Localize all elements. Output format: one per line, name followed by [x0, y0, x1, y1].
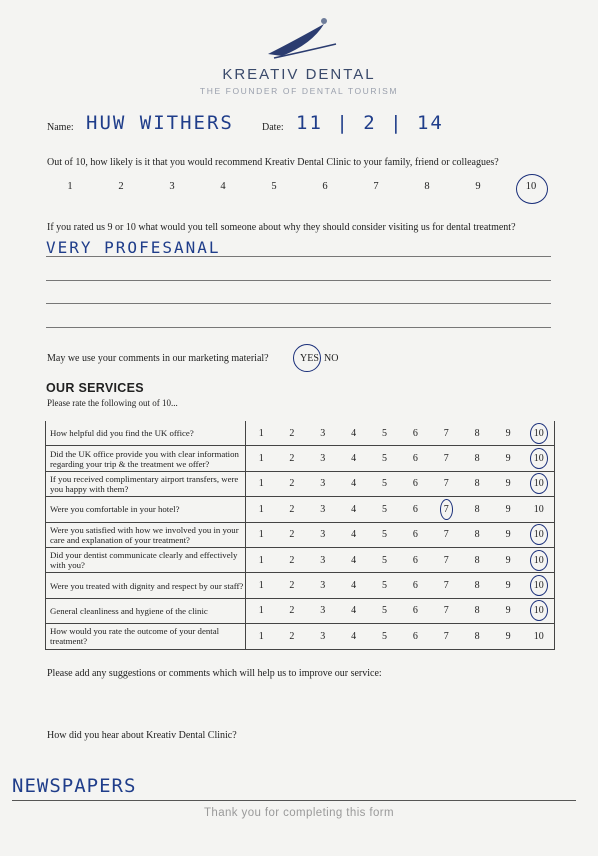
service-question: Did your dentist communicate clearly and effectively with you? — [46, 547, 246, 572]
rating-number: 3 — [320, 503, 326, 515]
rating-number: 9 — [505, 453, 511, 465]
service-rating-option[interactable] — [400, 547, 431, 572]
service-rating-option[interactable] — [524, 547, 555, 572]
service-rating-option[interactable] — [400, 471, 431, 496]
recommend-option[interactable]: 1 — [67, 181, 73, 192]
rating-number: 7 — [443, 478, 449, 490]
rating-number: 4 — [351, 503, 357, 515]
service-rating-option[interactable] — [246, 522, 277, 547]
rating-number: 3 — [320, 478, 326, 490]
service-rating-option[interactable] — [338, 598, 369, 623]
recommend-option[interactable]: 9 — [475, 181, 481, 192]
rating-number: 5 — [382, 529, 387, 541]
service-rating-option[interactable] — [246, 573, 277, 598]
service-rating-option[interactable] — [246, 471, 277, 496]
service-rating-row — [46, 624, 555, 649]
service-rating-option[interactable] — [493, 497, 524, 522]
name-label: Name: — [47, 122, 74, 133]
rating-number: 6 — [412, 427, 418, 439]
service-rating-option[interactable] — [524, 624, 555, 649]
service-rating-option[interactable] — [524, 573, 555, 598]
date-value[interactable]: 11 | 2 | 14 — [296, 112, 444, 134]
date-label: Date: — [262, 122, 284, 133]
recommend-selected-circle — [516, 174, 548, 204]
service-rating-option[interactable] — [524, 497, 555, 522]
service-question: Were you satisfied with how we involved you in your care and explanation of your treatment? — [46, 522, 246, 547]
rating-number: 9 — [505, 529, 511, 541]
rating-number: 9 — [505, 478, 511, 490]
service-rating-option[interactable] — [400, 573, 431, 598]
recommend-option[interactable]: 10 — [525, 181, 537, 192]
selected-rating: 10 — [530, 473, 548, 494]
service-question: General cleanliness and hygiene of the clinic — [46, 598, 246, 623]
rating-number: 1 — [258, 630, 264, 642]
service-rating-option[interactable] — [493, 547, 524, 572]
service-rating-option[interactable] — [462, 471, 493, 496]
service-rating-option[interactable] — [431, 624, 462, 649]
service-rating-option[interactable] — [431, 522, 462, 547]
rating-number: 8 — [474, 605, 480, 617]
rating-number: 3 — [320, 580, 326, 592]
service-rating-option[interactable] — [369, 471, 400, 496]
service-rating-option[interactable] — [276, 573, 307, 598]
service-rating-option[interactable] — [369, 421, 400, 446]
service-rating-option[interactable] — [431, 446, 462, 471]
rating-number: 6 — [412, 630, 418, 642]
rating-number: 8 — [474, 580, 480, 592]
service-rating-row — [46, 446, 555, 471]
rating-number: 2 — [289, 605, 295, 617]
service-rating-row — [46, 598, 555, 623]
rating-number: 5 — [382, 427, 387, 439]
rating-number: 1 — [258, 580, 264, 592]
rating-number: 6 — [412, 580, 418, 592]
rating-number: 8 — [474, 529, 480, 541]
service-rating-option[interactable] — [246, 446, 277, 471]
name-value[interactable]: HUW WITHERS — [86, 112, 234, 134]
recommend-option[interactable]: 4 — [220, 181, 226, 192]
service-rating-option[interactable] — [307, 547, 338, 572]
rating-number: 7 — [443, 605, 449, 617]
service-rating-option[interactable] — [276, 497, 307, 522]
rating-number: 9 — [505, 605, 511, 617]
recommend-option[interactable]: 5 — [271, 181, 277, 192]
service-rating-option[interactable] — [524, 471, 555, 496]
service-rating-option[interactable] — [369, 573, 400, 598]
service-rating-option[interactable] — [307, 446, 338, 471]
service-rating-option[interactable] — [400, 421, 431, 446]
service-rating-option[interactable] — [246, 624, 277, 649]
service-rating-option[interactable] — [462, 421, 493, 446]
services-subtitle: Please rate the following out of 10... — [47, 398, 178, 408]
service-question: Were you treated with dignity and respect by our staff? — [46, 573, 246, 598]
rating-number: 9 — [505, 580, 511, 592]
service-rating-option[interactable] — [307, 598, 338, 623]
service-rating-option[interactable] — [369, 624, 400, 649]
service-rating-option[interactable] — [462, 573, 493, 598]
marketing-question: May we use your comments in our marketing material? — [47, 353, 269, 364]
rating-number: 6 — [412, 503, 418, 515]
rating-number: 3 — [320, 453, 326, 465]
rating-number: 4 — [351, 580, 357, 592]
service-rating-option[interactable] — [369, 446, 400, 471]
rating-number: 3 — [320, 630, 326, 642]
rating-number: 6 — [412, 605, 418, 617]
rating-number: 7 — [443, 554, 449, 566]
rating-number: 4 — [351, 554, 357, 566]
service-rating-option[interactable] — [431, 573, 462, 598]
footer-thanks: Thank you for completing this form — [203, 807, 394, 819]
selected-rating: 10 — [530, 550, 548, 571]
service-rating-row — [46, 547, 555, 572]
hear-answer-line — [12, 800, 576, 801]
rating-number: 5 — [382, 478, 387, 490]
service-rating-row — [46, 522, 555, 547]
rating-number: 5 — [382, 503, 387, 515]
service-rating-option[interactable] — [276, 421, 307, 446]
recommend-option[interactable]: 6 — [322, 181, 328, 192]
service-rating-row — [46, 421, 555, 446]
rating-number: 1 — [258, 554, 264, 566]
selected-rating: 10 — [530, 448, 548, 469]
rating-number: 6 — [412, 554, 418, 566]
service-rating-option[interactable] — [338, 624, 369, 649]
service-rating-option[interactable] — [431, 547, 462, 572]
brand-name: KREATIV DENTAL — [222, 66, 376, 83]
answer-line — [46, 303, 551, 304]
service-rating-option[interactable] — [462, 624, 493, 649]
rating-number: 2 — [289, 580, 295, 592]
service-rating-row — [46, 497, 555, 522]
rating-number: 3 — [320, 554, 326, 566]
rating-number: 6 — [412, 529, 418, 541]
service-rating-option[interactable] — [431, 598, 462, 623]
recommend-option[interactable]: 2 — [118, 181, 124, 192]
service-rating-option[interactable] — [524, 446, 555, 471]
rating-number: 9 — [505, 427, 511, 439]
recommend-option[interactable]: 7 — [373, 181, 379, 192]
service-rating-option[interactable] — [400, 497, 431, 522]
service-rating-option[interactable] — [246, 497, 277, 522]
service-rating-option[interactable] — [462, 598, 493, 623]
service-rating-option[interactable] — [524, 598, 555, 623]
rating-number: 8 — [474, 630, 480, 642]
rating-number: 1 — [258, 453, 264, 465]
rating-number: 1 — [258, 427, 264, 439]
rating-number: 7 — [443, 630, 449, 642]
rating-number: 10 — [533, 503, 544, 515]
rating-number: 8 — [474, 554, 480, 566]
service-rating-option[interactable] — [493, 421, 524, 446]
service-rating-option[interactable] — [338, 471, 369, 496]
rating-number: 2 — [289, 453, 295, 465]
services-title: OUR SERVICES — [46, 381, 144, 395]
service-rating-option[interactable] — [369, 497, 400, 522]
service-rating-option[interactable] — [400, 446, 431, 471]
service-rating-option[interactable] — [307, 573, 338, 598]
service-rating-option[interactable] — [338, 573, 369, 598]
rating-number: 5 — [382, 580, 387, 592]
service-rating-option[interactable] — [307, 522, 338, 547]
rating-number: 8 — [474, 427, 480, 439]
rating-number: 4 — [351, 630, 357, 642]
rating-number: 8 — [474, 503, 480, 515]
service-rating-option[interactable] — [338, 522, 369, 547]
service-rating-option[interactable] — [369, 598, 400, 623]
service-rating-row — [46, 471, 555, 496]
answer-line — [46, 280, 551, 281]
service-rating-option[interactable] — [276, 471, 307, 496]
why-answer[interactable]: VERY PROFESANAL — [46, 238, 221, 257]
service-question: If you received complimentary airport transfers, were you happy with them? — [46, 471, 246, 496]
service-rating-option[interactable] — [493, 522, 524, 547]
rating-number: 6 — [412, 453, 418, 465]
service-rating-option[interactable] — [400, 522, 431, 547]
selected-rating: 10 — [530, 600, 548, 621]
service-rating-option[interactable] — [369, 522, 400, 547]
rating-number: 4 — [351, 529, 357, 541]
rating-number: 4 — [351, 453, 357, 465]
rating-number: 4 — [351, 605, 357, 617]
why-question: If you rated us 9 or 10 what would you tell someone about why they should consider visiting us for dental treatment? — [47, 222, 516, 233]
service-question: How helpful did you find the UK office? — [46, 421, 246, 446]
service-rating-option[interactable] — [431, 497, 462, 522]
rating-number: 10 — [533, 630, 544, 642]
kreativ-dental-logo-icon — [262, 14, 342, 64]
service-question: How would you rate the outcome of your dental treatment? — [46, 624, 246, 649]
service-rating-row — [46, 573, 555, 598]
rating-number: 5 — [382, 605, 387, 617]
service-rating-option[interactable] — [493, 598, 524, 623]
rating-number: 3 — [320, 427, 326, 439]
rating-number: 8 — [474, 478, 480, 490]
service-rating-option[interactable] — [276, 522, 307, 547]
service-rating-option[interactable] — [307, 624, 338, 649]
rating-number: 2 — [289, 529, 295, 541]
service-rating-option[interactable] — [276, 446, 307, 471]
service-rating-option[interactable] — [276, 547, 307, 572]
service-rating-option[interactable] — [338, 497, 369, 522]
service-rating-option[interactable] — [338, 547, 369, 572]
answer-line — [46, 256, 551, 257]
rating-number: 1 — [258, 478, 264, 490]
rating-number: 1 — [258, 503, 264, 515]
service-rating-option[interactable] — [276, 624, 307, 649]
service-rating-option[interactable] — [307, 421, 338, 446]
service-rating-option[interactable] — [493, 471, 524, 496]
rating-number: 2 — [289, 503, 295, 515]
service-question: Did the UK office provide you with clear information regarding your trip & the treatment we offer? — [46, 446, 246, 471]
marketing-no-option[interactable]: NO — [324, 353, 339, 364]
service-rating-option[interactable] — [246, 547, 277, 572]
rating-number: 8 — [474, 453, 480, 465]
suggestions-question: Please add any suggestions or comments which will help us to improve our service: — [47, 668, 382, 679]
rating-number: 2 — [289, 554, 295, 566]
brand-tagline: THE FOUNDER OF DENTAL TOURISM — [199, 86, 399, 96]
rating-number: 9 — [505, 554, 511, 566]
service-rating-option[interactable] — [307, 497, 338, 522]
service-rating-option[interactable] — [431, 471, 462, 496]
rating-number: 2 — [289, 427, 295, 439]
rating-number: 1 — [258, 529, 264, 541]
service-rating-option[interactable] — [462, 446, 493, 471]
hear-answer[interactable]: NEWSPAPERS — [12, 775, 137, 797]
service-rating-option[interactable] — [493, 624, 524, 649]
rating-number: 4 — [351, 478, 357, 490]
service-rating-option[interactable] — [307, 471, 338, 496]
selected-rating: 10 — [530, 423, 548, 444]
rating-number: 9 — [505, 503, 511, 515]
rating-number: 3 — [320, 605, 326, 617]
service-rating-option[interactable] — [369, 547, 400, 572]
rating-number: 6 — [412, 478, 418, 490]
rating-number: 5 — [382, 453, 387, 465]
service-rating-option[interactable] — [524, 522, 555, 547]
service-rating-option[interactable] — [462, 522, 493, 547]
selected-rating: 7 — [440, 499, 453, 520]
rating-number: 1 — [258, 605, 264, 617]
service-rating-option[interactable] — [400, 598, 431, 623]
rating-number: 3 — [320, 529, 326, 541]
rating-number: 7 — [443, 427, 449, 439]
service-rating-option[interactable] — [338, 446, 369, 471]
answer-line — [46, 327, 551, 328]
rating-number: 5 — [382, 630, 387, 642]
rating-number: 2 — [289, 630, 295, 642]
marketing-yes-circle — [293, 344, 321, 372]
service-rating-option[interactable] — [462, 497, 493, 522]
recommend-option[interactable]: 8 — [424, 181, 430, 192]
service-rating-option[interactable] — [493, 573, 524, 598]
service-rating-option[interactable] — [276, 598, 307, 623]
services-rating-table — [45, 421, 555, 650]
service-question: Were you comfortable in your hotel? — [46, 497, 246, 522]
service-rating-option[interactable] — [524, 421, 555, 446]
selected-rating: 10 — [530, 575, 548, 596]
rating-number: 7 — [443, 529, 449, 541]
rating-number: 4 — [351, 427, 357, 439]
marketing-yes-option[interactable]: YES — [300, 353, 319, 364]
selected-rating: 10 — [530, 524, 548, 545]
service-rating-option[interactable] — [246, 421, 277, 446]
rating-number: 2 — [289, 478, 295, 490]
service-rating-option[interactable] — [338, 421, 369, 446]
recommend-question: Out of 10, how likely is it that you would recommend Kreativ Dental Clinic to your family, friend or colleagues? — [47, 157, 499, 168]
service-rating-option[interactable] — [493, 446, 524, 471]
rating-number: 5 — [382, 554, 387, 566]
service-rating-option[interactable] — [431, 421, 462, 446]
recommend-option[interactable]: 3 — [169, 181, 175, 192]
hear-question: How did you hear about Kreativ Dental Clinic? — [47, 730, 237, 741]
rating-number: 7 — [443, 580, 449, 592]
service-rating-option[interactable] — [400, 624, 431, 649]
service-rating-option[interactable] — [246, 598, 277, 623]
rating-number: 7 — [443, 453, 449, 465]
service-rating-option[interactable] — [462, 547, 493, 572]
rating-number: 9 — [505, 630, 511, 642]
